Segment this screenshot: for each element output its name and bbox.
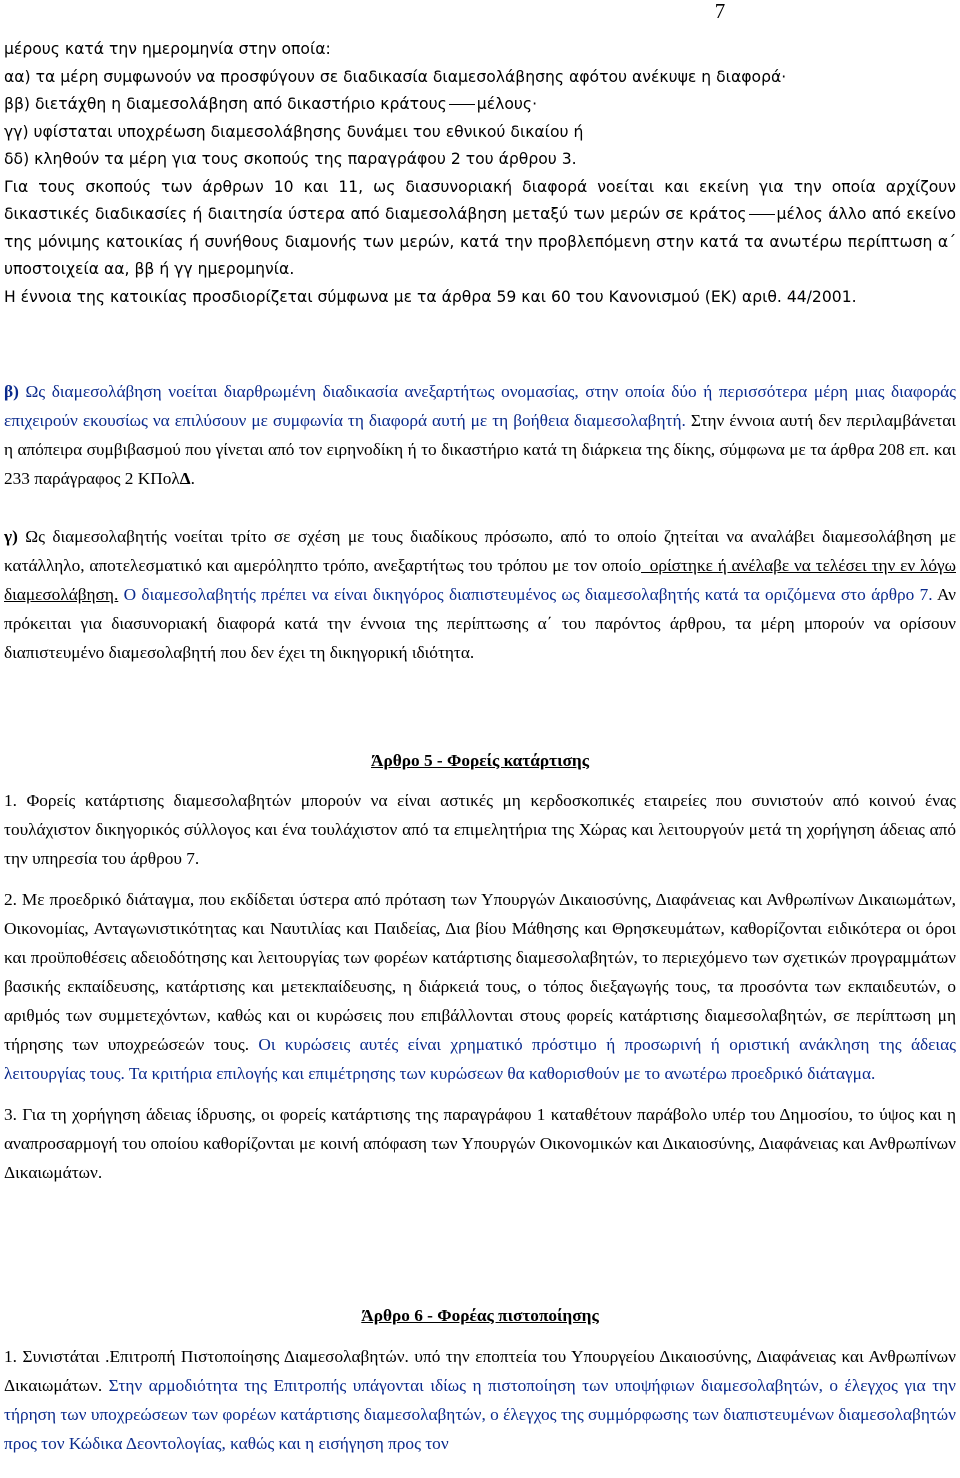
dash [749,214,775,215]
article-5-body [4,786,956,1187]
para-b-text: Ως διαμεσολάβηση νοείται διαρθρωμένη διαδικασία ανεξαρτήτως ονομασίας, στην οποία δύο ή περισσότερα μέρη μιας διαφοράς επιχειρούν εκουσίως να επιλύσουν με συμφωνία τη διαφορά αυτή με τη βοήθεια διαμεσολαβητή. [4,382,956,430]
dash [449,104,475,105]
item-aa: αα) τα μέρη συμφωνούν να προσφύγουν σε διαδικασία διαμεσολάβησης αφότου ανέκυψε η διαφορά· [4,67,787,86]
article-6-body [4,1342,956,1458]
para-g-text-end: Αν πρόκειται για διασυνοριακή διαφορά κατά την έννοια της περίπτωσης α΄ του παρόντος άρθρου, τα μέρη μπορούν να ορίσουν διαπιστευμένο διαμεσολαβητή που δεν έχει τη δικηγορική ιδιότητα. [4,585,956,662]
page-number: 7 [714,0,726,23]
article-5-paragraph-2: 2. Με προεδρικό διάταγμα, που εκδίδεται ύστερα από πρόταση των Υπουργών Δικαιοσύνης, Διαφάνειας και Ανθρωπίνων Δικαιωμάτων, Οικονομίας, Ανταγωνιστικότητας και Ναυτιλίας και Παιδείας, Δια βίου Μάθησης και Θρησκευμάτων, καθορίζονται ειδικότερα οι όροι και προϋποθέσεις αδειοδότησης και λειτουργίας των φορέων κατάρτισης διαμεσολαβητών, το περιεχόμενο των σχετικών προγραμμάτων βασικής εκπαίδευσης, κατάρτισης και μετεκπαίδευσης, η διάρκειά τους, ο τόπος διεξαγωγής τους, τα προσόντα των εκπαιδευτών, ο αριθμός των συμμετεχόντων, καθώς και οι κυρώσεις που επιβάλλονται στους φορείς κατάρτισης διαμεσολαβητών, σε περίπτωση μη τήρησης των υποχρεώσεών τους. Οι κυρώσεις αυτές είναι χρηματικό πρόστιμο ή προσωρινή ή οριστική ανάκληση της άδειας λειτουργίας τους. Τα κριτήρια επιλογής και επιμέτρησης των κυρώσεων θα καθορισθούν με το ανωτέρω προεδρικό διάταγμα. [4,890,956,1083]
paragraph-b: β) Ως διαμεσολάβηση νοείται διαρθρωμένη διαδικασία ανεξαρτήτως ονομασίας, στην οποία δύο ή περισσότερα μέρη μιας διαφοράς επιχειρούν εκουσίως να επιλύσουν με συμφωνία τη διαφορά αυτή με τη βοήθεια διαμεσολαβητή. Στην έννοια αυτή δεν περιλαμβάνεται η απόπειρα συμβιβασμού που γίνεται από τον ειρηνοδίκη ή το δικαστήριο κατά τη διάρκεια της δίκης, σύμφωνα με τα άρθρα 208 επ. και 233 παράγραφος 2 ΚΠολΔ. [4,382,956,488]
item-gg: γγ) υφίσταται υποχρέωση διαμεσολάβησης δυνάμει του εθνικού δικαίου ή [4,122,584,141]
article-6-heading: Άρθρο 6 - Φορέας πιστοποίησης [361,1306,599,1325]
residence-note: Η έννοια της κατοικίας προσδιορίζεται σύμφωνα με τα άρθρα 59 και 60 του Κανονισμού (ΕΚ) αριθ. 44/2001. [4,287,857,306]
para-g-text: Ως διαμεσολαβητής νοείται τρίτο σε σχέση με τους διαδίκους πρόσωπο, από το οποίο ζητείται να αναλάβει διαμεσολάβηση με κατάλληλο, αποτελεσματικό και αμερόληπτο τρόπο, ανεξαρτήτως του τρόπου με τον οποίο [4,527,956,575]
intro-line: μέρους κατά την ημερομηνία στην οποία: [4,40,331,58]
paragraph-g [4,522,956,667]
intro-block [4,36,956,311]
article-5-paragraph-1: 1. Φορείς κατάρτισης διαμεσολαβητών μπορούν να είναι αστικές μη κερδοσκοπικές εταιρείες που συνιστούν από κοινού ένας τουλάχιστον δικηγορικός σύλλογος και ένα τουλάχιστον από τα επιμελητήρια της Χώρας και λειτουργούν μετά τη χορήγηση άδειας από την υπηρεσία του άρθρου 7. [4,791,956,868]
item-dd: δδ) κληθούν τα μέρη για τους σκοπούς της παραγράφου 2 του άρθρου 3. [4,150,577,168]
article-6-paragraph-1: 1. Συνιστάται .Επιτροπή Πιστοποίησης Διαμεσολαβητών. υπό την εποπτεία του Υπουργείου Δικαιοσύνης, Διαφάνειας και Ανθρωπίνων Δικαιωμάτων. Στην αρμοδιότητα της Επιτροπής υπάγονται ιδίως η πιστοποίηση των υποψήφιων διαμεσολαβητών, ο έλεγχος για την τήρηση των υποχρεώσεων των φορέων κατάρτισης διαμεσολαβητών, ο έλεγχος της συμμόρφωσης των διαπιστευμένων διαμεσολαβητών προς τον Κώδικα Δεοντολογίας, καθώς και η εισήγηση προς τον [4,1347,956,1453]
item-bb: ββ) διετάχθη η διαμεσολάβηση από δικαστήριο κράτους μέλους· [4,95,538,113]
article-5-heading: Άρθρο 5 - Φορείς κατάρτισης [371,751,589,770]
para-g-label: γ) [4,527,18,546]
para-g-underlined: _ορίστηκε ή ανέλαβε να τελέσει την εν λόγω διαμεσολάβηση. [4,556,956,604]
article-5-paragraph-3: 3. Για τη χορήγηση άδειας ίδρυσης, οι φορείς κατάρτισης της παραγράφου 1 καταθέτουν παράβολο υπέρ του Δημοσίου, το ύψος και η αναπροσαρμογή του οποίου καθορίζονται με κοινή απόφαση των Υπουργών Οικονομικών και Δικαιοσύνης, Διαφάνειας και Ανθρωπίνων Δικαιωμάτων. [4,1105,956,1182]
para-b-text-2: Στην έννοια αυτή δεν περιλαμβάνεται η απόπειρα συμβιβασμού που γίνεται από τον ειρηνοδίκη ή το δικαστήριο κατά τη διάρκεια της δίκης, σύμφωνα με τα άρθρα 208 επ. και 233 παράγραφος 2 ΚΠολ [4,411,956,488]
cross-border-definition: Για τους σκοπούς των άρθρων 10 και 11, ως διασυνοριακή διαφορά νοείται και εκείνη για την οποία αρχίζουν δικαστικές διαδικασίες ή διαιτησία ύστερα από διαμεσολάβηση μεταξύ των μερών σε κράτος μέλος άλλο από εκείνο της μόνιμης κατοικίας ή συνήθους διαμονής των μερών, κατά την προβλεπόμενη στην κατά τα ανωτέρω περίπτωση α΄ υποστοιχεία αα, ββ ή γγ ημερομηνία. [4,177,956,278]
para-b-label: β) [4,382,19,401]
para-g-text-blue: Ο διαμεσολαβητής πρέπει να είναι δικηγόρος διαπιστευμένος ως διαμεσολαβητής κατά τα οριζόμενα στο άρθρο 7. [118,585,933,604]
